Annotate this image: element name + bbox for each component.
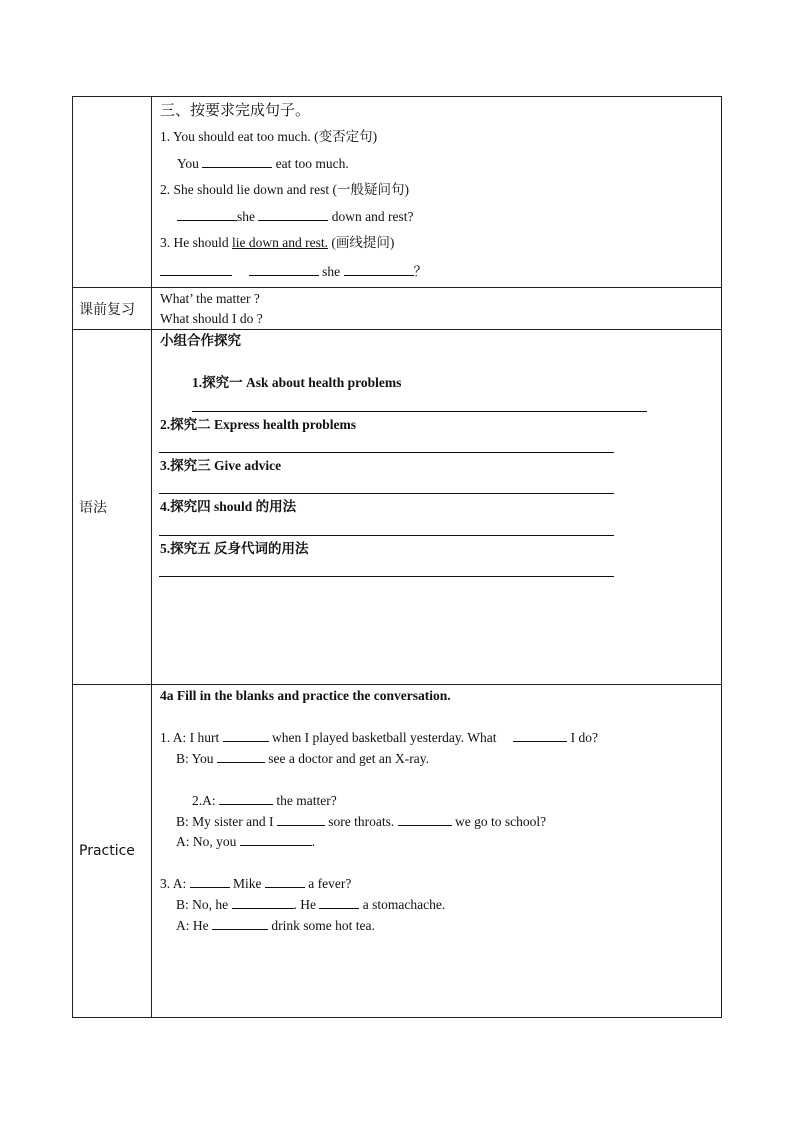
- c1-blank-2[interactable]: [513, 728, 567, 742]
- answer-line-5[interactable]: [159, 576, 614, 577]
- worksheet-table: [72, 96, 722, 1018]
- row-label-review: 课前复习: [73, 288, 152, 330]
- row-label-empty: [73, 97, 152, 288]
- practice-cell: [152, 685, 722, 1018]
- c3-blank-4[interactable]: [319, 895, 359, 909]
- answer-line-4[interactable]: [159, 535, 614, 536]
- grammar-item-2: 2.探究二 Express health problems: [160, 417, 357, 432]
- review-cell: [152, 288, 722, 330]
- grammar-cell: [152, 330, 722, 685]
- c3-blank-3[interactable]: [232, 895, 294, 909]
- section3-q1-answer: You eat too much.: [177, 156, 349, 171]
- c3-blank-5[interactable]: [212, 916, 268, 930]
- row-label-grammar: 语法: [73, 330, 152, 685]
- section3-q3: 3. He should lie down and rest. (画线提问): [160, 235, 395, 250]
- conv2-line-a: 2.A: the matter?: [192, 793, 337, 808]
- c1-blank-1[interactable]: [223, 728, 269, 742]
- conv2-line-c: A: No, you .: [176, 834, 316, 849]
- c2-blank-4[interactable]: [240, 832, 312, 846]
- review-line-2: What should I do ?: [160, 311, 263, 326]
- grammar-item-4: 4.探究四 should 的用法: [160, 499, 297, 514]
- q3-blank-3[interactable]: [344, 262, 414, 276]
- grammar-heading: 小组合作探究: [160, 333, 241, 349]
- c3-blank-2[interactable]: [265, 874, 305, 888]
- row-label-practice: Practice: [73, 685, 152, 1018]
- grammar-item-1: 1.探究一 Ask about health problems: [192, 375, 402, 390]
- c3-blank-1[interactable]: [190, 874, 230, 888]
- conv2-line-b: B: My sister and I sore throats. we go to school?: [176, 814, 547, 829]
- c2-blank-1[interactable]: [219, 791, 273, 805]
- section3-q2: 2. She should lie down and rest (一般疑问句): [160, 182, 409, 197]
- section3-q3-answer: she ？: [160, 262, 427, 281]
- c1-blank-3[interactable]: [217, 749, 265, 763]
- conv3-line-b: B: No, he . He a stomachache.: [176, 897, 446, 912]
- answer-line-2[interactable]: [159, 452, 614, 453]
- conv1-line-a: 1. A: I hurt when I played basketball yesterday. What I do?: [160, 730, 599, 745]
- c2-blank-3[interactable]: [398, 812, 452, 826]
- c2-blank-2[interactable]: [277, 812, 325, 826]
- section3-heading: 三、按要求完成句子。: [160, 101, 311, 119]
- q3-blank-2[interactable]: [249, 262, 319, 276]
- conv1-line-b: B: You see a doctor and get an X-ray.: [176, 751, 429, 766]
- conv3-line-a: 3. A: Mike a fever?: [160, 876, 352, 891]
- grammar-item-3: 3.探究三 Give advice: [160, 458, 282, 473]
- grammar-item-5: 5.探究五 反身代词的用法: [160, 541, 309, 556]
- answer-line-3[interactable]: [159, 493, 614, 494]
- answer-line-1[interactable]: [192, 411, 647, 412]
- section3-q2-answer: she down and rest?: [177, 207, 413, 226]
- q1-blank[interactable]: [202, 154, 272, 168]
- q2-blank-1[interactable]: [177, 207, 237, 221]
- practice-heading: 4a Fill in the blanks and practice the conversation.: [160, 688, 451, 703]
- q2-blank-2[interactable]: [258, 207, 328, 221]
- section3-cell: [152, 97, 722, 288]
- q3-blank-1[interactable]: [160, 262, 232, 276]
- conv3-line-c: A: He drink some hot tea.: [176, 918, 375, 933]
- review-line-1: What’ the matter ?: [160, 291, 260, 306]
- section3-q1: 1. You should eat too much. (变否定句): [160, 129, 378, 144]
